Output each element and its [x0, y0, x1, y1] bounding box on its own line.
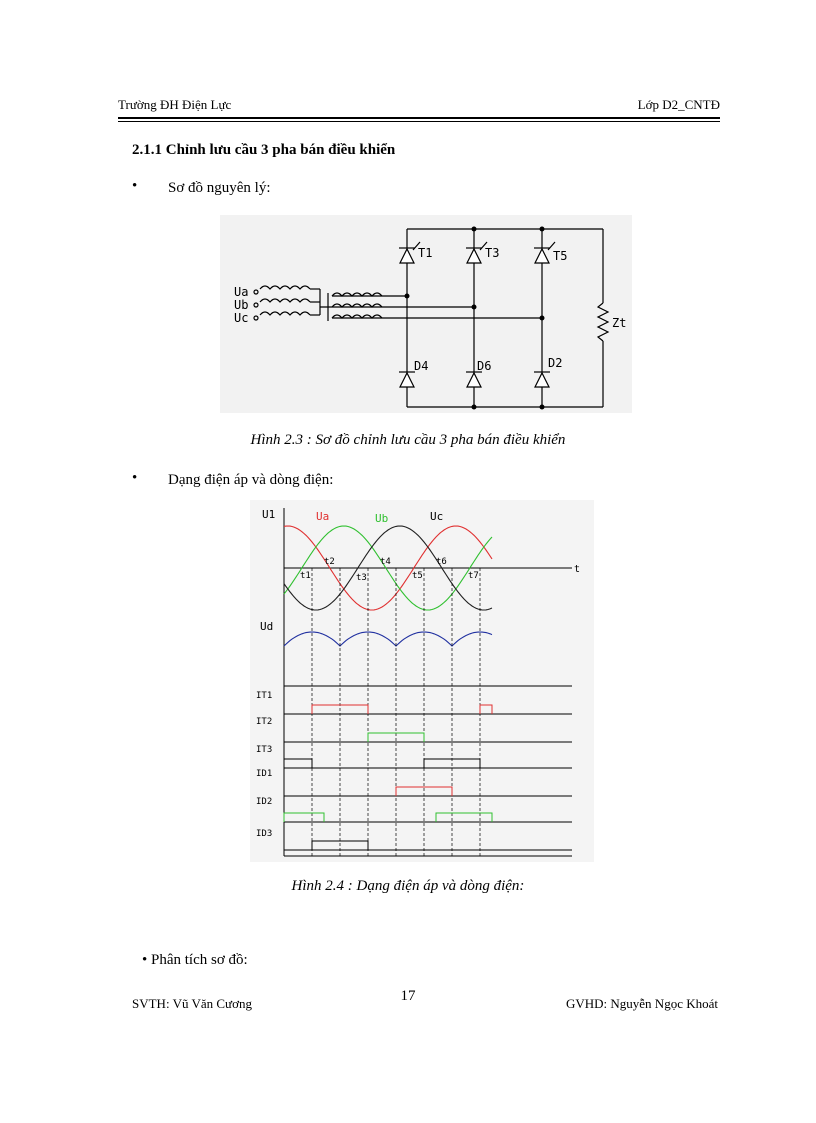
label-t4-time: t4	[380, 557, 391, 567]
bullet-circuit-label: Sơ đồ nguyên lý:	[168, 180, 271, 196]
label-t5-time: t5	[412, 571, 423, 581]
label-ua: Ua	[234, 285, 249, 299]
label-d6: D6	[477, 359, 492, 373]
label-t3-time: t3	[356, 573, 367, 583]
circuit-diagram	[220, 215, 632, 413]
label-ud: Ud	[260, 620, 274, 633]
label-id3: ID3	[256, 829, 273, 839]
header-rule-thin	[118, 121, 720, 122]
caption-figure-2-3: Hình 2.3 : Sơ đồ chỉnh lưu cầu 3 pha bán điều khiển	[250, 432, 566, 448]
header-rule-thick	[118, 117, 720, 119]
label-d4: D4	[414, 359, 429, 373]
label-ub: Ub	[234, 298, 249, 312]
label-t1-time: t1	[300, 571, 311, 581]
label-u1: U1	[262, 508, 276, 521]
label-it3: IT3	[256, 745, 273, 755]
label-phase-a: Ua	[316, 510, 330, 523]
axis-t-main: t	[574, 564, 581, 575]
page-number: 17	[400, 988, 416, 1004]
label-t3: T3	[485, 246, 500, 260]
waveform-diagram	[250, 500, 594, 862]
label-t5: T5	[553, 249, 568, 263]
label-t2-time: t2	[324, 557, 335, 567]
label-t7-time: t7	[468, 571, 479, 581]
label-zt: Zt	[612, 316, 627, 330]
footer-left: SVTH: Vũ Văn Cương	[132, 996, 252, 1011]
header-right: Lớp D2_CNTĐ	[637, 97, 720, 112]
bullet-dot: •	[132, 178, 138, 194]
bullet-analysis-label: • Phân tích sơ đồ:	[142, 952, 248, 968]
label-it1: IT1	[256, 691, 273, 701]
caption-figure-2-4: Hình 2.4 : Dạng điện áp và dòng điện:	[291, 878, 525, 894]
label-it2: IT2	[256, 717, 273, 727]
label-phase-c: Uc	[430, 510, 444, 523]
label-t6-time: t6	[436, 557, 447, 567]
label-t1: T1	[418, 246, 433, 260]
bullet-dot-2: •	[132, 470, 138, 486]
label-id1: ID1	[256, 769, 273, 779]
section-title: 2.1.1 Chỉnh lưu cầu 3 pha bán điều khiển	[132, 142, 396, 158]
header-left: Trường ĐH Điện Lực	[118, 97, 232, 112]
label-phase-b: Ub	[375, 512, 389, 525]
label-d2: D2	[548, 356, 563, 370]
label-id2: ID2	[256, 797, 273, 807]
footer-right: GVHD: Nguyễn Ngọc Khoát	[565, 996, 718, 1011]
label-uc: Uc	[234, 311, 249, 325]
bullet-waveform-label: Dạng điện áp và dòng điện:	[168, 472, 334, 488]
